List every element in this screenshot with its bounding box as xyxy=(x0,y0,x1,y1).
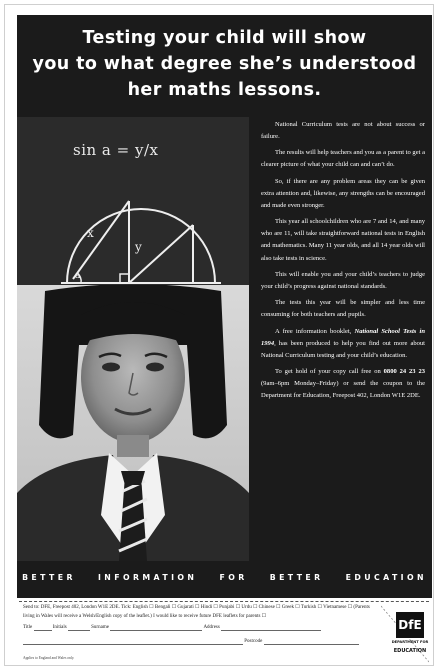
body-paragraph-2: The results will help teachers and you as a parent to get a clearer picture of what your child can and can’t do. xyxy=(261,149,425,169)
dfe-logo-sub-2: EDUCATION xyxy=(393,648,427,654)
coupon[interactable] xyxy=(19,601,429,668)
call-text-start: To get hold of your copy call free on xyxy=(275,368,384,375)
geometry-diagram xyxy=(17,15,249,305)
body-paragraph-6: The tests this year will be simpler and less time consuming for both teachers and pupils. xyxy=(261,299,425,319)
label-a: a xyxy=(75,271,81,281)
headline-line-2: you to what degree she’s understood xyxy=(32,54,417,74)
body-paragraph-1: National Curriculum tests are not about success or failure. xyxy=(261,121,425,141)
title-field[interactable] xyxy=(34,624,52,631)
headline-line-1: Testing your child will show xyxy=(82,28,367,48)
label-x: x xyxy=(87,226,94,240)
body-paragraph-4: This year all schoolchildren who are 7 and 14, and many who are 11, will take straightforward national tests in English and mathematics. Many 11 year olds, and all 14 year olds will also take tests in science. xyxy=(261,218,425,262)
postcode-label: Postcode xyxy=(244,639,263,644)
surname-field[interactable] xyxy=(110,624,202,631)
surname-label: Surname xyxy=(91,625,109,630)
dfe-logo xyxy=(391,606,427,656)
right-angle-marker xyxy=(120,274,129,283)
initials-label: Initials xyxy=(52,625,67,630)
address-label: Address xyxy=(203,625,220,630)
coupon-footnote: Applies to England and Wales only. xyxy=(23,656,75,660)
chord-line xyxy=(129,225,193,283)
initials-field[interactable] xyxy=(68,624,90,631)
headline-line-3: her maths lessons. xyxy=(127,80,322,100)
postcode-field[interactable] xyxy=(264,638,359,645)
address-line-2-field[interactable] xyxy=(23,638,243,645)
booklet-text-start: A free information booklet, xyxy=(275,327,355,335)
tagline: BETTER INFORMATION FOR BETTER EDUCATION xyxy=(22,573,427,582)
address-field[interactable] xyxy=(221,624,321,631)
label-y: y xyxy=(135,240,142,254)
booklet-title: National School Tests in 1994 xyxy=(261,327,425,347)
body-paragraph-8 xyxy=(261,366,425,402)
booklet-text-end: , has been produced to help you find out more about National Curriculum testing and your child’s education. xyxy=(261,339,425,359)
body-paragraph-5: This will enable you and your child’s teachers to judge your child’s progress against national standards. xyxy=(261,270,425,290)
body-paragraph-7 xyxy=(261,326,425,362)
advert-page xyxy=(4,4,434,666)
dfe-logo-sub-1: DEPARTMENT FOR xyxy=(391,640,429,644)
body-paragraph-3: So, if there are any problem areas they can be given extra attention and, likewise, any strengths can be encouraged and made even stronger. xyxy=(261,177,425,209)
coupon-send-to: Send to: DFE, Freepost 402, London W1E 2DE. Tick: English ☐ Bengali ☐ Gujarati ☐ Hindi ☐ Punjabi ☐ Urdu ☐ Chinese ☐ Greek ☐ Turkish ☐ Vietnamese ☐ (Parents living in Wales will receive a Welsh/English copy of the leaflet.) I would like to receive future DFE leaflets for parents ☐ xyxy=(23,605,370,619)
coupon-row-name xyxy=(23,624,321,631)
call-text-end: (9am–6pm Monday–Friday) or send the coupon to the Department for Education, Freepost 402, London W1E 2DE. xyxy=(261,380,425,400)
title-label: Title xyxy=(23,625,33,630)
girl-photo xyxy=(17,285,249,561)
dfe-logo-mark: DfE xyxy=(396,612,424,638)
coupon-row-address xyxy=(23,638,359,645)
body-copy xyxy=(261,119,425,406)
freephone-number[interactable]: 0800 24 23 23 xyxy=(383,368,425,375)
advert-panel xyxy=(17,15,432,598)
formula-text: sin a = y/x xyxy=(73,141,159,159)
